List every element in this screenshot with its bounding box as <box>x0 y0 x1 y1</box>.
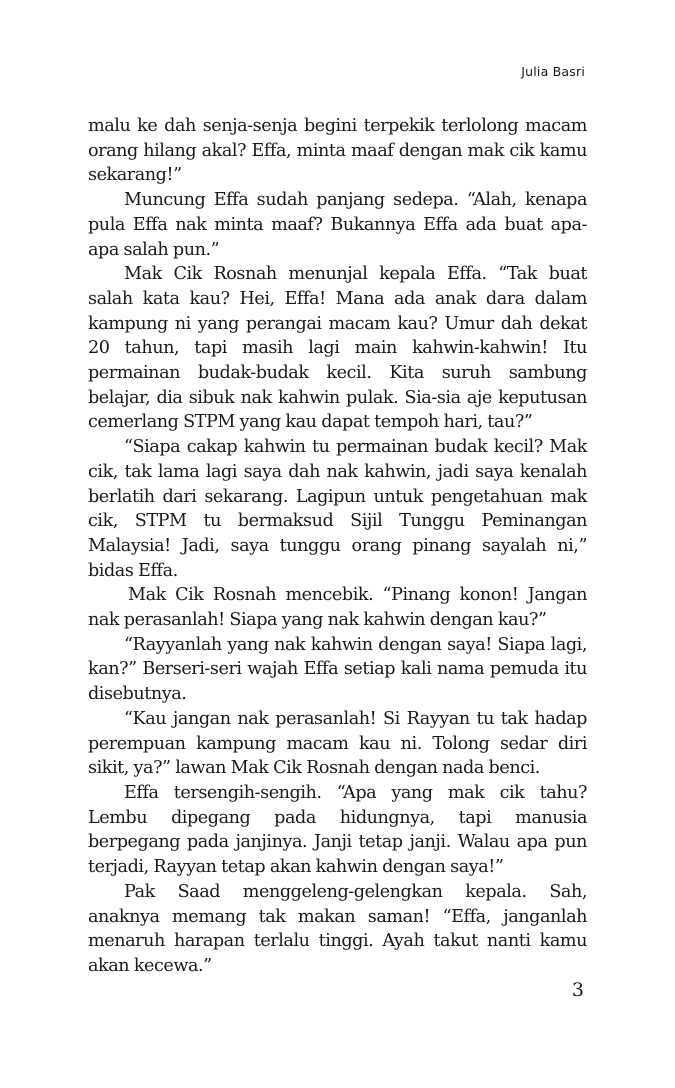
paragraph: Effa tersengih-sengih. “Apa yang mak cik tahu? Lembu dipegang pada hidungnya, tapi manusia berpegang pada janjinya. Janji tetap janji. Walau apa pun terjadi, Rayyan tetap akan kahwin dengan saya!” <box>88 782 587 878</box>
running-header-author: Julia Basri <box>521 64 585 79</box>
paragraph: Muncung Effa sudah panjang sedepa. “Alah, kenapa pula Effa nak minta maaf? Bukannya Effa ada buat apa-apa salah pun.” <box>88 190 587 260</box>
page-body-text <box>88 114 587 979</box>
paragraph: “Rayyanlah yang nak kahwin dengan saya! Siapa lagi, kan?” Berseri-seri wajah Effa setiap kali nama pemuda itu disebutnya. <box>88 634 587 705</box>
paragraph: Mak Cik Rosnah mencebik. “Pinang konon! Jangan nak perasanlah! Siapa yang nak kahwin dengan kau?” <box>88 585 587 631</box>
paragraph: Pak Saad menggeleng-gelengkan kepala. Sah, anaknya memang tak makan saman! “Effa, janganlah menaruh harapan terlalu tinggi. Ayah takut nanti kamu akan kecewa.” <box>88 881 587 976</box>
page-number: 3 <box>571 979 584 1001</box>
paragraph: “Siapa cakap kahwin tu permainan budak kecil? Mak cik, tak lama lagi saya dah nak kahwin, jadi saya kenalah berlatih dari sekarang. Lagipun untuk pengetahuan mak cik, STPM tu bermaksud Sijil Tunggu Peminangan Malaysia! Jadi, saya tunggu orang pinang sayalah ni,” bidas Effa. <box>88 437 587 581</box>
paragraph-continued: malu ke dah senja-senja begini terpekik terlolong macam orang hilang akal? Effa, minta maaf dengan mak cik kamu sekarang!” <box>88 116 587 186</box>
paragraph: “Kau jangan nak perasanlah! Si Rayyan tu tak hadap perempuan kampung macam kau ni. Tolong sedar diri sikit, ya?” lawan Mak Cik Rosnah dengan nada benci. <box>88 708 587 779</box>
paragraph: Mak Cik Rosnah menunjal kepala Effa. “Tak buat salah kata kau? Hei, Effa! Mana ada anak dara dalam kampung ni yang perangai macam kau? Umur dah dekat 20 tahun, tapi masih lagi main kahwin-kahwin! Itu permainan budak-budak kecil. Kita suruh sambung belajar, dia sibuk nak kahwin pulak. Sia-sia aje keputusan cemerlang STPM yang kau dapat tempoh hari, tau?” <box>88 264 587 433</box>
